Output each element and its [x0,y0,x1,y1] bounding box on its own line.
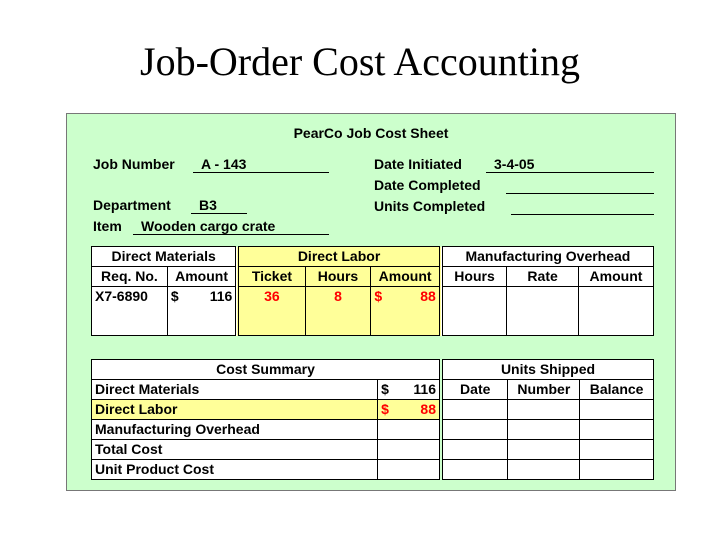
date-completed-value [506,177,654,194]
summary-row-amount [378,380,440,400]
col-mo-rate: Rate [507,267,579,287]
shipped-cell [443,400,508,420]
department-label: Department [93,197,171,213]
summary-symbol: $ [381,381,389,397]
cell-mo-amount [579,287,654,336]
cell-req-no: X7-6890 [92,287,168,336]
sheet-title: PearCo Job Cost Sheet [293,125,449,141]
summary-row-label: Unit Product Cost [92,460,378,480]
job-number-label: Job Number [93,156,175,172]
units-shipped-table [442,359,654,480]
cost-detail-table [91,246,654,336]
col-shipped-number: Number [508,380,580,400]
col-req-no: Req. No. [92,267,168,287]
cell-dl-symbol: $ [374,288,383,304]
summary-row-label: Direct Materials [92,380,378,400]
slide-title: Job-Order Cost Accounting [140,39,580,84]
shipped-cell [443,420,508,440]
group-direct-labor: Direct Labor [237,247,441,267]
cell-dm-amount [167,287,237,336]
shipped-cell [580,460,654,480]
summary-row-amount [378,440,440,460]
col-shipped-balance: Balance [580,380,654,400]
group-manufacturing-overhead: Manufacturing Overhead [441,247,654,267]
job-number-value: A - 143 [193,156,329,173]
shipped-cell [580,420,654,440]
cell-dl-hours: 8 [305,287,371,336]
summary-row-label: Total Cost [92,440,378,460]
shipped-cell [508,460,580,480]
date-initiated-label: Date Initiated [374,156,462,172]
cell-dl-amount [371,287,441,336]
shipped-cell [443,460,508,480]
item-label: Item [93,218,122,234]
date-completed-label: Date Completed [374,177,481,193]
cell-dl-value: 88 [420,288,436,304]
col-ticket: Ticket [237,267,305,287]
cost-summary-header: Cost Summary [92,360,440,380]
units-shipped-header: Units Shipped [443,360,654,380]
shipped-cell [508,440,580,460]
col-mo-amount: Amount [579,267,654,287]
col-dl-amount: Amount [371,267,441,287]
summary-row-amount [378,400,440,420]
shipped-cell [508,420,580,440]
shipped-cell [580,440,654,460]
item-value: Wooden cargo crate [133,218,329,235]
shipped-cell [443,440,508,460]
shipped-cell [508,400,580,420]
department-value: B3 [191,197,247,214]
col-mo-hours: Hours [441,267,507,287]
units-completed-value [511,198,654,215]
shipped-cell [580,400,654,420]
job-cost-sheet [66,113,676,491]
cell-dm-value: 116 [209,288,233,304]
cost-summary-table [91,359,440,480]
summary-row-amount [378,420,440,440]
summary-row-label: Manufacturing Overhead [92,420,378,440]
summary-symbol: $ [381,401,389,417]
cell-mo-hours [441,287,507,336]
col-dl-hours: Hours [305,267,371,287]
cell-mo-rate [507,287,579,336]
summary-row-amount [378,460,440,480]
cell-ticket: 36 [237,287,305,336]
cell-dm-symbol: $ [170,288,179,304]
units-completed-label: Units Completed [374,198,486,214]
summary-value: 116 [413,381,436,397]
date-initiated-value: 3-4-05 [486,156,654,173]
col-shipped-date: Date [443,380,508,400]
col-dm-amount: Amount [167,267,237,287]
summary-value: 88 [420,401,436,417]
group-direct-materials: Direct Materials [92,247,238,267]
summary-row-label: Direct Labor [92,400,378,420]
